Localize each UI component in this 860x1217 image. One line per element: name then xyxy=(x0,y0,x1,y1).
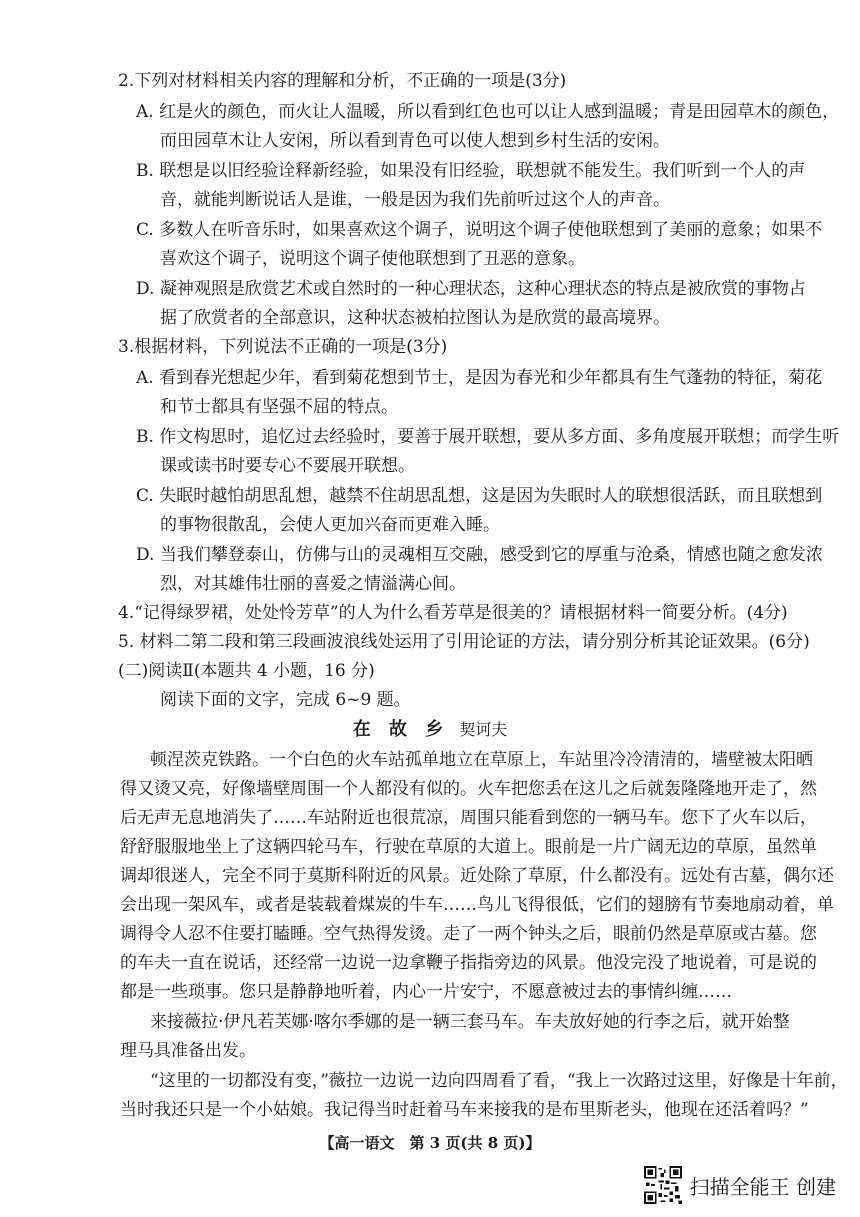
watermark-text: 扫描全能王 创建 xyxy=(689,1174,836,1199)
q2-option-b-cont: 音，就能判断说话人是谁，一般是因为我们先前听过这个人的声音。 xyxy=(160,190,670,210)
q2-option-a: A. 红是火的颜色，而火让人温暖，所以看到红色也可以让人感到温暖；青是田园草木的颜色， xyxy=(136,102,840,122)
story-p2-line-1: 来接薇拉·伊凡若芙娜·喀尔季娜的是一辆三套马车。车夫放好她的行李之后，就开始整 xyxy=(150,1012,790,1032)
q3-option-d-cont: 烈，对其雄伟壮丽的喜爱之情溢满心间。 xyxy=(160,574,466,594)
q2-option-d-cont: 据了欣赏者的全部意识，这种状态被柏拉图认为是欣赏的最高境界。 xyxy=(160,308,670,328)
section-heading: (二)阅读Ⅱ(本题共 4 小题，16 分) xyxy=(118,661,375,681)
story-p1-line-1: 顿涅茨克铁路。一个白色的火车站孤单地立在草原上，车站里冷冷清清的，墙壁被太阳晒 xyxy=(150,750,813,770)
q4-text: 4.“记得绿罗裙，处处怜芳草”的人为什么看芳草是很美的？请根据材料一简要分析。(4分) xyxy=(118,603,788,623)
q3-option-c: C. 失眠时越怕胡思乱想，越禁不住胡思乱想，这是因为失眠时人的联想很活跃，而且联想到 xyxy=(136,486,823,506)
q3-option-d: D. 当我们攀登泰山，仿佛与山的灵魂相互交融，感受到它的厚重与沧桑，情感也随之愈发浓 xyxy=(136,545,823,565)
scanner-watermark xyxy=(644,1166,836,1204)
story-p1-line-2: 得又烫又亮，好像墙壁周围一个人都没有似的。火车把您丢在这儿之后就轰隆隆地开走了，然 xyxy=(120,779,817,799)
qr-code-icon xyxy=(644,1166,682,1204)
story-title: 在 故 乡 xyxy=(352,719,450,740)
q3-option-a: A. 看到春光想起少年，看到菊花想到节士，是因为春光和少年都具有生气蓬勃的特征，菊花 xyxy=(136,368,823,388)
story-p1-line-7: 调得令人忍不住要打瞌睡。空气热得发烫。走了一两个钟头之后，眼前仍然是草原或古墓。您 xyxy=(120,924,817,944)
q3-option-c-cont: 的事物很散乱，会使人更加兴奋而更难入睡。 xyxy=(160,515,500,535)
q3-stem: 3.根据材料，下列说法不正确的一项是(3分) xyxy=(118,337,448,357)
q2-option-c-cont: 喜欢这个调子，说明这个调子使他联想到了丑恶的意象。 xyxy=(160,249,585,269)
q2-stem: 2.下列对材料相关内容的理解和分析，不正确的一项是(3分) xyxy=(118,71,567,91)
q5-text: 5. 材料二第二段和第三段画波浪线处运用了引用论证的方法，请分别分析其论证效果。(6分) xyxy=(118,632,810,652)
q3-option-b: B. 作文构思时，追忆过去经验时，要善于展开联想，要从多方面、多角度展开联想；而学生听 xyxy=(136,427,840,447)
q2-option-d: D. 凝神观照是欣赏艺术或自然时的一种心理状态，这种心理状态的特点是被欣赏的事物占 xyxy=(136,279,806,299)
reading-instruction: 阅读下面的文字，完成 6~9 题。 xyxy=(160,690,411,710)
q2-option-c: C. 多数人在听音乐时，如果喜欢这个调子，说明这个调子使他联想到了美丽的意象；如果不 xyxy=(136,220,823,240)
page-footer: 【高一语文 第 3 页(共 8 页)】 xyxy=(319,1134,541,1152)
story-p1-line-9: 都是一些琐事。您只是静静地听着，内心一片安宁，不愿意被过去的事情纠缠…… xyxy=(120,982,732,1002)
story-p2-line-2: 理马具准备出发。 xyxy=(120,1041,256,1061)
q3-option-b-cont: 课或读书时要专心不要展开联想。 xyxy=(160,456,415,476)
story-p1-line-3: 后无声无息地消失了……车站附近也很荒凉，周围只能看到您的一辆马车。您下了火车以后， xyxy=(120,808,817,828)
q2-option-a-cont: 而田园草木让人安闲，所以看到青色可以使人想到乡村生活的安闲。 xyxy=(160,131,670,151)
story-heading xyxy=(0,718,860,742)
story-author: 契诃夫 xyxy=(459,720,508,739)
story-p1-line-8: 的车夫一直在说话，还经常一边说一边拿鞭子指指旁边的风景。他没完没了地说着，可是说的 xyxy=(120,953,817,973)
q2-option-b: B. 联想是以旧经验诠释新经验，如果没有旧经验，联想就不能发生。我们听到一个人的声 xyxy=(136,161,806,181)
story-p3-line-1: “这里的一切都没有变，”薇拉一边说一边向四周看了看，“我上一次路过这里，好像是十年前， xyxy=(150,1071,848,1091)
story-p1-line-5: 调却很迷人，完全不同于莫斯科附近的风景。近处除了草原，什么都没有。远处有古墓，偶尔还 xyxy=(120,866,834,886)
story-p3-line-2: 当时我还只是一个小姑娘。我记得当时赶着马车来接我的是布里斯老头，他现在还活着吗？” xyxy=(120,1100,809,1120)
story-p1-line-4: 舒舒服服地坐上了这辆四轮马车，行驶在草原的大道上。眼前是一片广阔无边的草原，虽然单 xyxy=(120,837,817,857)
q3-option-a-cont: 和节士都具有坚强不屈的特点。 xyxy=(160,397,398,417)
story-p1-line-6: 会出现一架风车，或者是装载着煤炭的牛车……鸟儿飞得很低，它们的翅膀有节奏地扇动着，单 xyxy=(120,895,834,915)
